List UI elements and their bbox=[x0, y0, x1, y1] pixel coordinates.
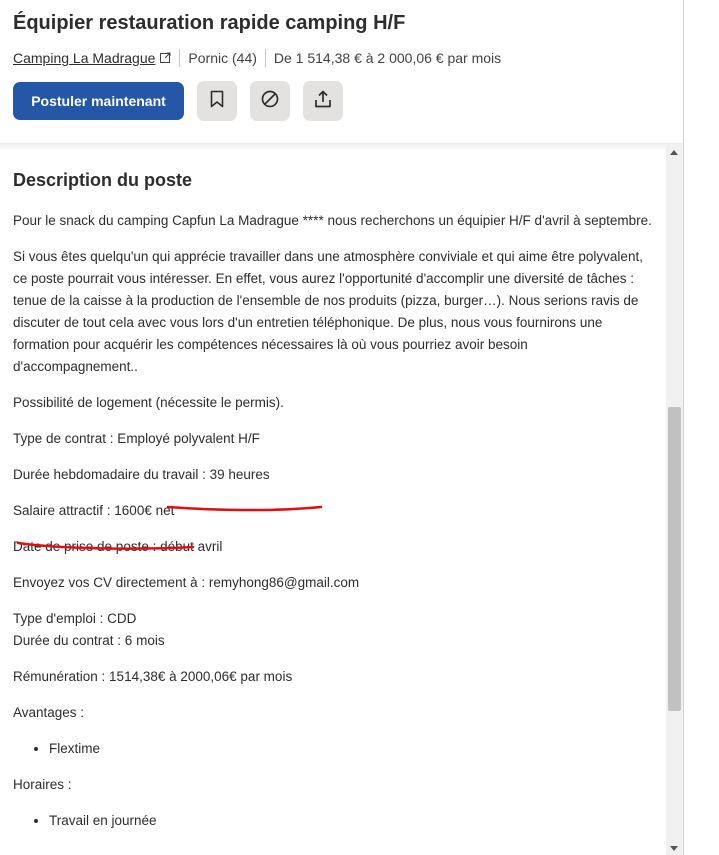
bookmark-icon bbox=[210, 90, 224, 113]
company-link[interactable] bbox=[13, 50, 171, 66]
job-meta bbox=[13, 49, 501, 67]
benefits-list bbox=[13, 738, 653, 760]
job-description bbox=[13, 168, 653, 846]
apply-button[interactable]: Postuler maintenant bbox=[13, 82, 184, 120]
benefits-heading: Avantages : bbox=[13, 705, 85, 720]
description-scrollbar[interactable] bbox=[666, 146, 683, 855]
salary-text: Salaire attractif : 1600€ net bbox=[13, 503, 175, 518]
description-paragraph: Si vous êtes quelqu'un qui apprécie travailler dans une atmosphère conviviale et qui aime être polyvalent, ce poste pourrait vous intéresser. En effet, vous aurez l'opportunité d'accomplir une diversité de tâches : tenue de la caisse à la production de l'ensemble de nos produits (pizza, burger…). Nous serions ravis de discuter de tout cela avec vous lors d'un entretien téléphonique. De plus, nous vous fournirons une formation pour acquérir les compétences nécessaires là où vous pourriez avoir besoin d'accompagnement.. bbox=[13, 249, 643, 374]
list-item: • Flextime bbox=[49, 738, 653, 760]
schedule-list bbox=[13, 810, 653, 832]
job-title: Équipier restauration rapide camping H/F bbox=[13, 12, 406, 34]
scroll-down-arrow[interactable] bbox=[670, 846, 678, 851]
meta-separator bbox=[265, 49, 266, 67]
share-button[interactable] bbox=[303, 81, 343, 121]
block-icon bbox=[261, 90, 279, 113]
job-salary: De 1 514,38 € à 2 000,06 € par mois bbox=[273, 50, 502, 66]
contract-type-text: Type de contrat : Employé polyvalent H/F bbox=[13, 431, 260, 446]
not-interested-button[interactable] bbox=[250, 81, 290, 121]
pay-range-text: Rémunération : 1514,38€ à 2000,06€ par mois bbox=[13, 669, 293, 684]
action-bar bbox=[13, 81, 343, 121]
scroll-thumb[interactable] bbox=[668, 407, 681, 711]
company-name: Camping La Madrague bbox=[13, 50, 156, 66]
save-job-button[interactable] bbox=[197, 81, 237, 121]
meta-separator bbox=[179, 49, 180, 67]
share-icon bbox=[314, 90, 332, 113]
description-paragraph: Pour le snack du camping Capfun La Madrague **** nous recherchons un équipier H/F d'avril à septembre. bbox=[13, 213, 652, 228]
start-date-text: Date de prise de poste : début avril bbox=[13, 539, 223, 554]
header-divider bbox=[0, 143, 683, 151]
contract-duration-text: Durée du contrat : 6 mois bbox=[13, 633, 165, 648]
schedule-heading: Horaires : bbox=[13, 777, 72, 792]
weekly-hours-text: Durée hebdomadaire du travail : 39 heures bbox=[13, 467, 270, 482]
scroll-up-arrow[interactable] bbox=[670, 150, 678, 155]
job-type-text: Type d'emploi : CDD bbox=[13, 611, 137, 626]
external-link-icon bbox=[160, 50, 171, 66]
housing-text: Possibilité de logement (nécessite le permis). bbox=[13, 395, 284, 410]
panel-border bbox=[683, 0, 684, 855]
list-item: • Travail en journée bbox=[49, 810, 653, 832]
contact-email-text: Envoyez vos CV directement à : remyhong86@gmail.com bbox=[13, 575, 360, 590]
job-header bbox=[0, 0, 683, 143]
description-title: Description du poste bbox=[13, 170, 193, 190]
job-location: Pornic (44) bbox=[188, 50, 257, 66]
